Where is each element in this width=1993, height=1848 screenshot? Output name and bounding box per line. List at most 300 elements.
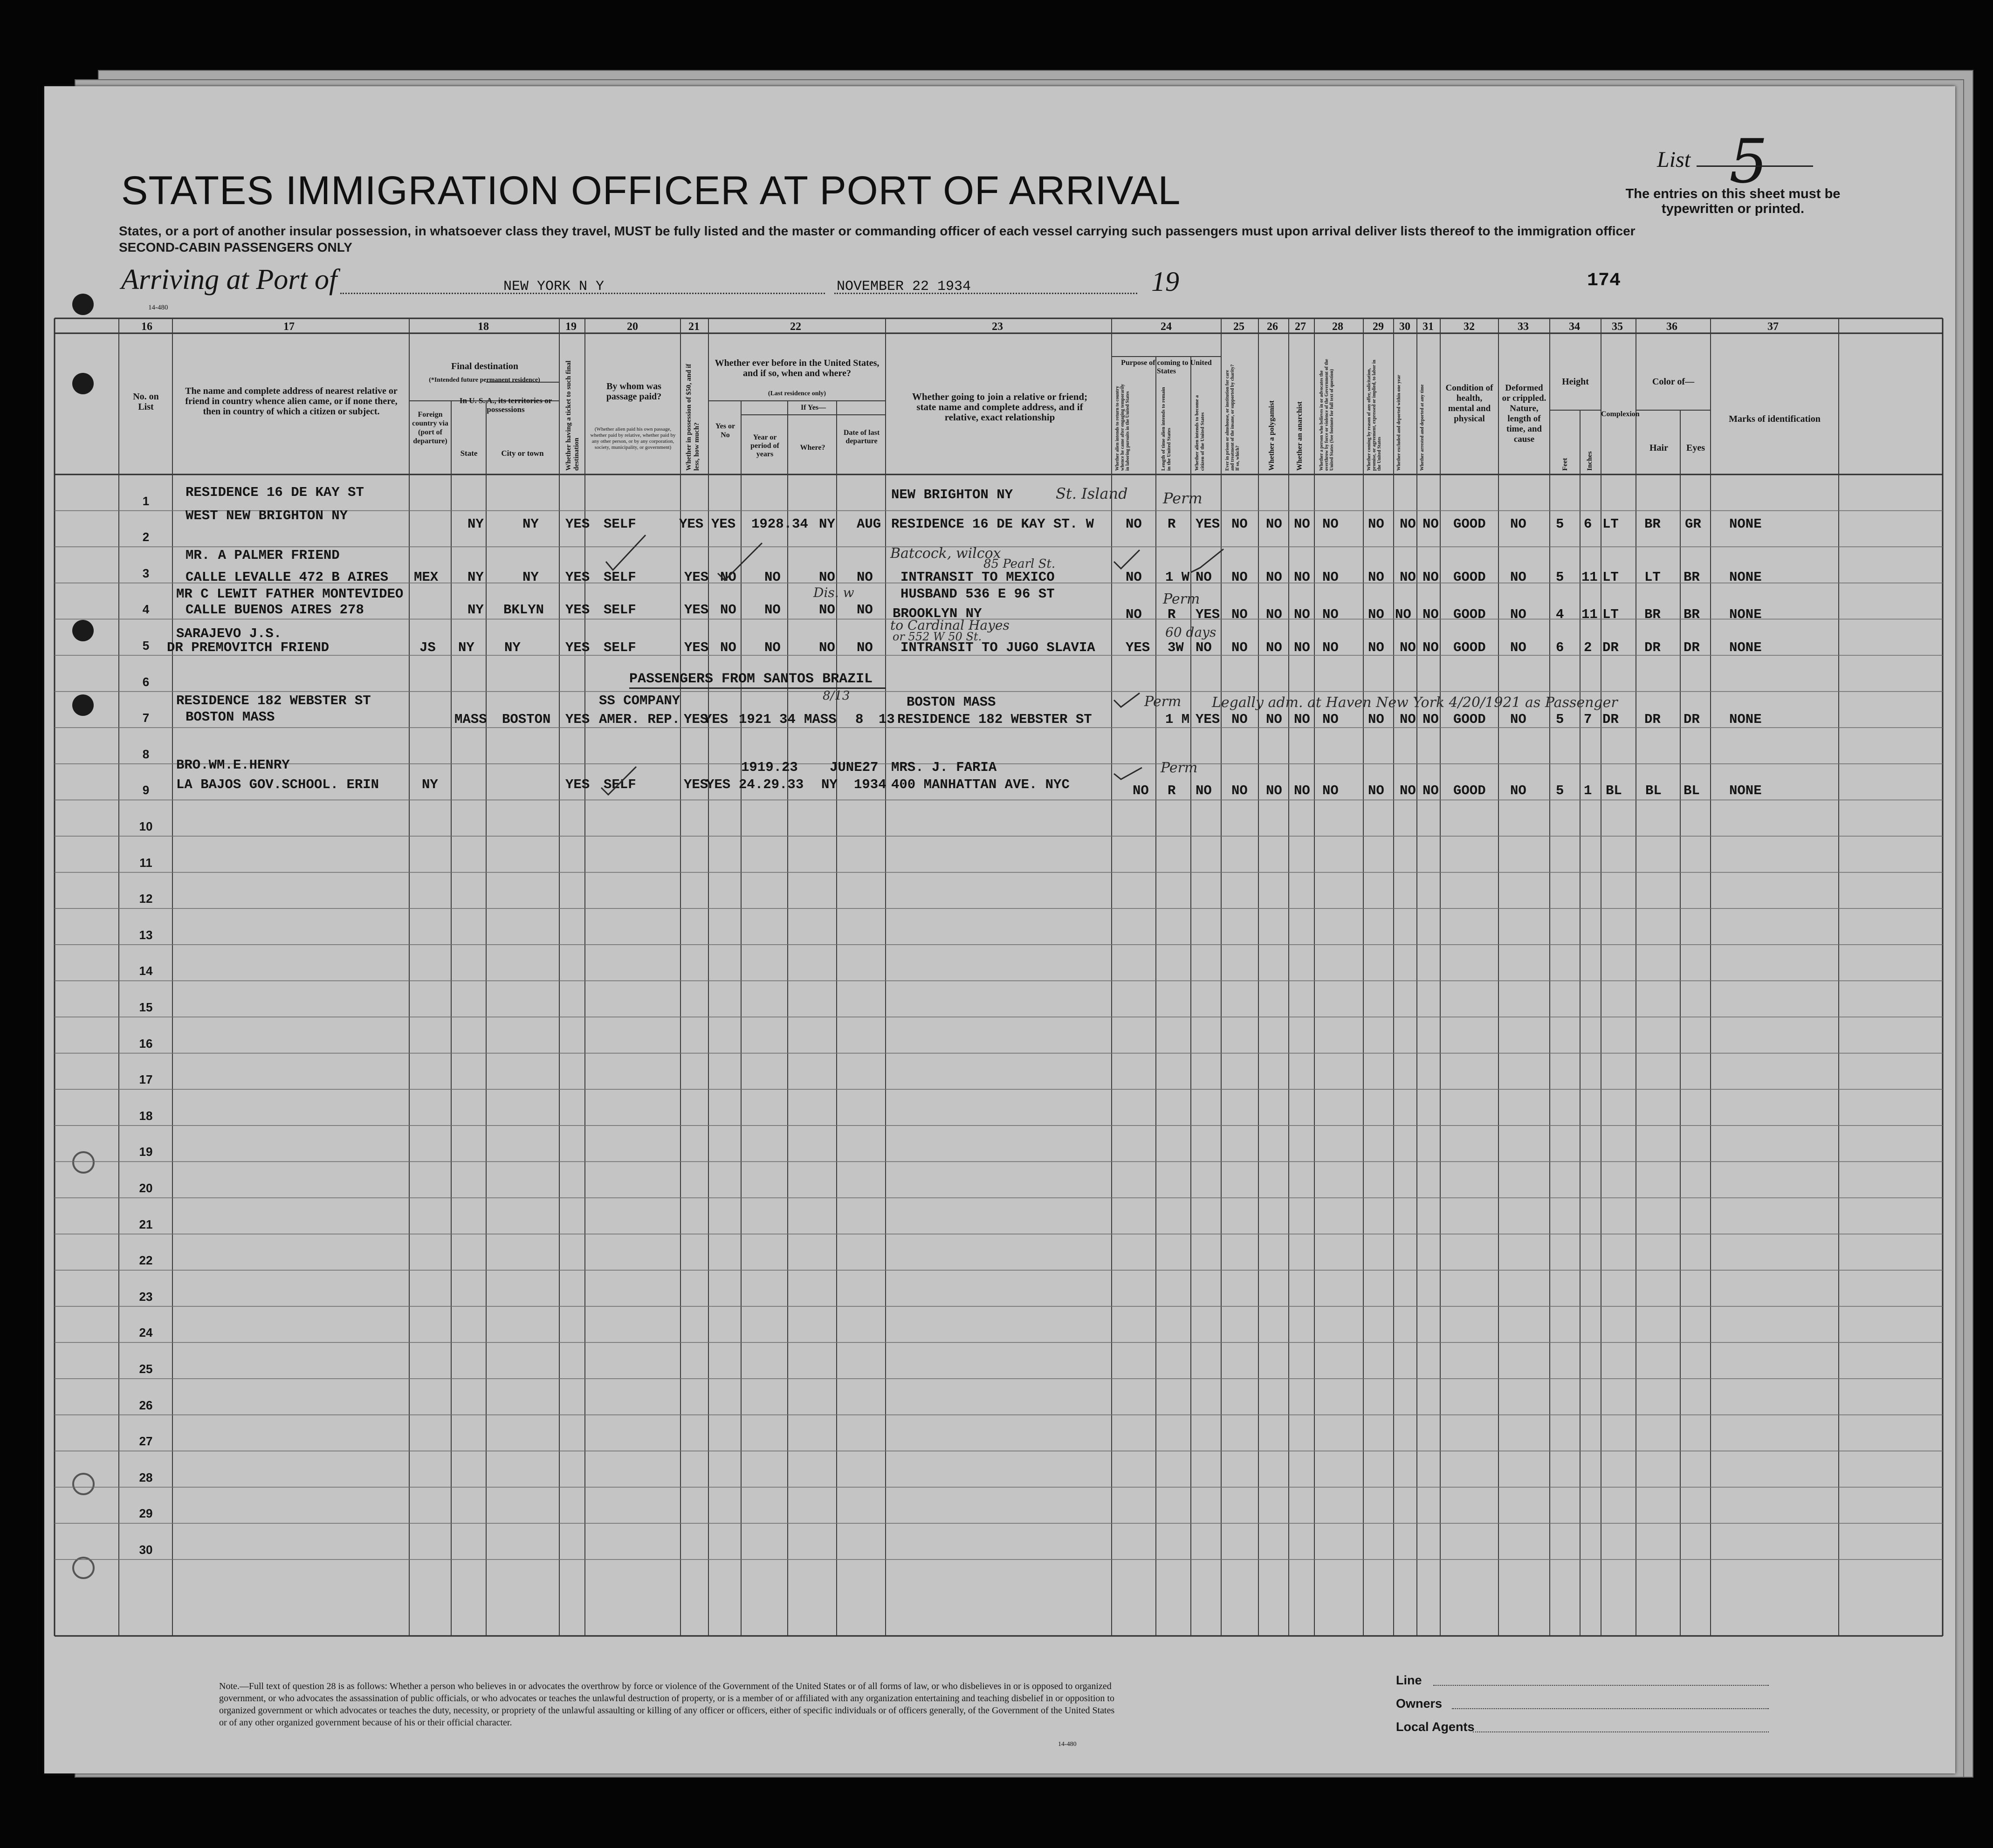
column-number: 26 (1267, 321, 1278, 333)
complexion: DR (1602, 712, 1619, 727)
row-number: 10 (139, 819, 153, 833)
header-ever-before: Whether ever before in the United States, and if so, when and where? (715, 358, 880, 378)
row-number: 23 (139, 1289, 153, 1304)
column-number: 32 (1464, 321, 1475, 333)
complexion: LT (1602, 607, 1619, 622)
header-hair: Hair (1649, 443, 1668, 453)
row-number: 26 (139, 1398, 153, 1412)
height-feet: 5 (1556, 570, 1564, 585)
deformed: NO (1510, 783, 1526, 798)
column-number: 24 (1161, 321, 1172, 333)
relative-address: WEST NEW BRIGHTON NY (186, 508, 348, 523)
passage-paid: SELF (604, 602, 636, 618)
row-number: 11 (139, 855, 152, 870)
eyes: BL (1684, 783, 1700, 798)
joining: 400 MANHATTAN AVE. NYC (891, 777, 1070, 792)
marks: NONE (1729, 640, 1762, 655)
purpose-length: 1 M (1165, 712, 1190, 727)
check-mark (1114, 768, 1142, 779)
col-28: NO (1322, 783, 1339, 798)
owners-label: Owners (1396, 1697, 1443, 1711)
destination-state: NY (458, 640, 474, 655)
col-28: NO (1322, 640, 1339, 655)
before-years: 1928.34 (751, 516, 808, 532)
column-number: 37 (1767, 321, 1779, 333)
header-usa-territories: In U. S. A., its territories or possessions (459, 396, 552, 414)
col-29: NO (1368, 607, 1384, 622)
header-anarchist: Whether an anarchist (1296, 401, 1304, 471)
before-in-us: NO (720, 602, 736, 618)
col-27: NO (1294, 570, 1310, 585)
col-29: NO (1368, 516, 1384, 532)
health: GOOD (1453, 607, 1486, 622)
joining: BOSTON MASS (907, 694, 996, 710)
hair: LT (1644, 570, 1661, 585)
last-departure: 8 (855, 712, 864, 727)
purpose-length: R (1168, 607, 1176, 622)
destination-city: BKLYN (503, 602, 544, 618)
header-yes-no: Yes or No (715, 422, 735, 439)
row-number: 29 (139, 1506, 153, 1521)
line-field (1433, 1685, 1769, 1686)
handwritten-note: Perm (1163, 489, 1203, 507)
purpose-length: R (1168, 516, 1176, 532)
header-final-destination: Final destination (451, 361, 518, 371)
complexion: DR (1602, 640, 1619, 655)
col-30: NO (1400, 712, 1416, 727)
col-26: NO (1266, 516, 1282, 532)
header-fifty-dollars: Whether in possession of $50, and if less, how much? (685, 364, 701, 471)
row-number: 3 (142, 566, 150, 580)
joining: HUSBAND 536 E 96 ST (900, 586, 1055, 602)
relative-address: RESIDENCE 182 WEBSTER ST (176, 693, 371, 708)
check-mark (1114, 550, 1140, 569)
height-inches: 11 (1581, 570, 1598, 585)
row-number: 20 (139, 1181, 153, 1195)
arrival-date: NOVEMBER 22 1934 (837, 279, 971, 295)
column-number: 29 (1373, 321, 1384, 333)
passengers-from-santos: PASSENGERS FROM SANTOS BRAZIL (629, 671, 873, 687)
row-number: 22 (139, 1253, 153, 1268)
destination-city: NY (522, 516, 539, 532)
passage-paid: SS COMPANY (599, 693, 680, 708)
col-25: NO (1231, 712, 1248, 727)
before-years: NO (764, 640, 781, 655)
foreign-country: JS (419, 640, 436, 655)
col-31: NO (1423, 640, 1439, 655)
owners-field (1452, 1708, 1769, 1709)
passage-paid: SELF (604, 516, 636, 532)
purpose-return: NO (1126, 607, 1142, 622)
row-number: 8 (142, 747, 150, 761)
purpose-return: NO (1133, 783, 1149, 798)
column-number: 23 (992, 321, 1003, 333)
sheet-number: 174 (1587, 270, 1621, 291)
before-years: 24.29.33 (739, 777, 804, 792)
col-28: NO (1322, 712, 1339, 727)
fifty-dollars: YES (684, 640, 709, 655)
header-state: State (460, 449, 478, 458)
hair: DR (1644, 640, 1661, 655)
header-city: City or town (501, 449, 544, 458)
row-number: 9 (142, 783, 150, 797)
health: GOOD (1453, 640, 1486, 655)
joining: BROOKLYN NY (893, 606, 982, 621)
purpose-citizen: YES (1196, 516, 1220, 532)
header-departure-date: Date of last departure (843, 429, 880, 445)
port-value: NEW YORK N Y (503, 279, 605, 295)
header-years: Year or period of years (750, 433, 779, 458)
before-years: 1921 34 (739, 712, 796, 727)
height-feet: 6 (1556, 640, 1564, 655)
before-where: NY (821, 777, 838, 792)
col-31: NO (1423, 783, 1439, 798)
complexion: LT (1602, 570, 1619, 585)
header-passage-paid-note: (Whether alien paid his own passage, whether paid by relative, whether paid by any other person, or by any corporation, society, municipality, or government) (590, 426, 676, 450)
typewriting-instructions: The entries on this sheet must be typewritten or printed. (1625, 186, 1841, 216)
eyes: BR (1684, 607, 1700, 622)
header-deformed: Deformed or crippled. Nature, length of time, and cause (1502, 383, 1546, 444)
check-mark (1114, 693, 1140, 707)
passage-paid: AMER. REP. (599, 712, 680, 727)
purpose-return: NO (1126, 516, 1142, 532)
purpose-citizen: NO (1196, 640, 1212, 655)
col-30: NO (1400, 570, 1416, 585)
row-number: 28 (139, 1470, 153, 1484)
before-where: NO (819, 640, 835, 655)
hair: DR (1644, 712, 1661, 727)
destination-state: NY (467, 570, 484, 585)
col-27: NO (1294, 607, 1310, 622)
header-if-yes: If Yes— (800, 404, 826, 412)
header-purpose: Purpose of coming to United States (1121, 359, 1212, 375)
form-subtitle: States, or a port of another insular possession, in whatsoever class they travel, MUST be fully listed and the master or commanding officer of each vessel carrying such passengers must upon arrival deliver lists thereof to the immigration officer (119, 224, 1636, 238)
col-31: NO (1423, 516, 1439, 532)
purpose-return: YES (1126, 640, 1150, 655)
marks: NONE (1729, 607, 1762, 622)
column-number: 17 (283, 321, 295, 333)
col-28: NO (1322, 607, 1339, 622)
purpose-return: NO (1126, 570, 1142, 585)
col-28: NO (1322, 516, 1339, 532)
height-feet: 5 (1556, 783, 1564, 798)
before-in-us: YES (706, 777, 731, 792)
header-health: Condition of health, mental and physical (1445, 383, 1493, 424)
hair: BL (1645, 783, 1662, 798)
header-arrested: Whether arrested and deported at any time (1420, 384, 1425, 471)
row-number: 4 (142, 602, 150, 617)
column-number: 20 (627, 321, 638, 333)
relative-address: CALLE LEVALLE 472 B AIRES (186, 570, 389, 585)
passage-paid: SELF (604, 777, 636, 792)
header-where: Where? (800, 444, 825, 452)
col-31: NO (1423, 570, 1439, 585)
row-number: 14 (139, 964, 153, 978)
row-number: 7 (142, 711, 150, 725)
relative-address: RESIDENCE 16 DE KAY ST (186, 485, 364, 500)
handwritten-note: Batcock, wilcox (890, 545, 1001, 562)
relative-address: CALLE BUENOS AIRES 278 (186, 602, 364, 618)
relative-address: SARAJEVO J.S. (176, 626, 282, 641)
handwritten-note: Perm (1161, 760, 1198, 776)
row-number: 13 (139, 927, 153, 942)
deformed: NO (1510, 712, 1526, 727)
column-number: 18 (478, 321, 489, 333)
line-label: Line (1396, 1673, 1422, 1687)
before-years: NO (764, 602, 781, 618)
col-26: NO (1266, 712, 1282, 727)
handwritten-note: Perm (1144, 694, 1182, 710)
joining: INTRANSIT TO JUGO SLAVIA (900, 640, 1095, 655)
fifty-dollars: YES (684, 712, 708, 727)
eyes: DR (1684, 712, 1700, 727)
list-label: List (1657, 147, 1691, 172)
row-number: 21 (139, 1217, 153, 1231)
header-purpose-citizen: Whether alien intends to become a citizen of the United States (1194, 395, 1205, 471)
purpose-length: 1 W (1165, 570, 1190, 585)
column-number: 25 (1233, 321, 1244, 333)
height-inches: 2 (1584, 640, 1592, 655)
height-inches: 1 (1584, 783, 1592, 798)
fifty-dollars: YES (684, 602, 709, 618)
check-mark (718, 543, 762, 580)
header-eyes: Eyes (1686, 443, 1705, 453)
arriving-label: Arriving at Port of (121, 264, 337, 295)
header-join-relative: Whether going to join a relative or friend; state name and complete address, and if relative, exact relationship (912, 391, 1088, 423)
col-31: NO (1423, 712, 1439, 727)
row-number: 19 (139, 1145, 153, 1159)
header-foreign-country: Foreign country via (port of departure) (412, 411, 448, 445)
deformed: NO (1510, 516, 1526, 532)
relative-address: DR PREMOVITCH FRIEND (167, 640, 330, 655)
footer-form-number: 14-480 (1058, 1741, 1077, 1748)
col-25: NO (1231, 607, 1248, 622)
row-number: 30 (139, 1543, 153, 1557)
col-27: NO (1294, 712, 1310, 727)
handwritten-note: 85 Pearl St. (983, 557, 1056, 571)
row-number: 27 (139, 1434, 153, 1449)
destination-state: MASS (454, 712, 487, 727)
list-number: 5 (1729, 126, 1768, 197)
header-purpose-return: Whether alien intends to return to country whence he came after engaging temporarily in laboring pursuits in the United States (1115, 384, 1130, 471)
header-excluded: Whether excluded and deported within one year (1396, 375, 1402, 471)
handwritten-note: 60 days (1165, 625, 1216, 640)
destination-city: NY (504, 640, 521, 655)
row-number: 5 (142, 639, 150, 653)
fifty-dollars: YES (684, 777, 708, 792)
header-list-number: No. on List (133, 392, 159, 412)
header-question-28: Whether a person who believes in or advocates the overthrow by force or violence of the Government of the United States (See footnote for full text of question) (1319, 359, 1334, 471)
handwritten-note: Perm (1163, 591, 1200, 607)
header-final-destination-note: (*Intended future permanent residence) (429, 377, 540, 384)
height-inches: 7 (1584, 712, 1592, 727)
column-number: 28 (1332, 321, 1343, 333)
col-27: NO (1294, 516, 1310, 532)
column-number: 30 (1399, 321, 1410, 333)
before-where: NO (819, 602, 835, 618)
marks: NONE (1729, 570, 1762, 585)
purpose-length: R (1168, 783, 1176, 798)
eyes: GR (1685, 516, 1701, 532)
height-feet: 5 (1556, 712, 1564, 727)
marks: NONE (1729, 516, 1762, 532)
row-number: 18 (139, 1108, 153, 1123)
col-28: NO (1322, 570, 1339, 585)
last-departure: NO (857, 640, 873, 655)
before-in-us: YES (704, 712, 728, 727)
before-where: NY (819, 516, 835, 532)
header-relative-address: The name and complete address of nearest relative or friend in country whence alien came, or if none there, then in country of which a citizen or subject. (185, 386, 398, 417)
deformed: NO (1510, 570, 1526, 585)
col-30: NO (1400, 640, 1416, 655)
header-passage-paid: By whom was passage paid? (606, 381, 662, 402)
purpose-citizen: NO (1196, 783, 1212, 798)
purpose-citizen: NO (1196, 570, 1212, 585)
destination-state: NY (467, 602, 484, 618)
passage-paid: SELF (604, 570, 636, 585)
column-number: 22 (790, 321, 801, 333)
col-27: NO (1294, 640, 1310, 655)
passage-paid: SELF (604, 640, 636, 655)
row-number: 16 (139, 1036, 153, 1051)
before-years: 1919.23 (741, 760, 798, 775)
health: GOOD (1453, 783, 1486, 798)
last-departure: NO (857, 570, 873, 585)
complexion: LT (1602, 516, 1619, 532)
handwritten-note: or 552 W 50 St. (893, 630, 982, 643)
column-number: 27 (1295, 321, 1306, 333)
form-title: STATES IMMIGRATION OFFICER AT PORT OF ARRIVAL (121, 168, 1181, 213)
last-departure: 1934 (854, 777, 887, 792)
relative-address: BRO.WM.E.HENRY (176, 757, 290, 773)
relative-address: BOSTON MASS (186, 709, 275, 725)
foreign-country: MEX (414, 570, 439, 585)
hair: BR (1644, 516, 1661, 532)
header-complexion: Complexion (1601, 410, 1640, 418)
joining: RESIDENCE 182 WEBSTER ST (897, 712, 1092, 727)
health: GOOD (1453, 570, 1486, 585)
deformed: NO (1510, 607, 1526, 622)
last-departure: NO (857, 602, 873, 618)
header-ticket: Whether having a ticket to such final destination (565, 360, 580, 471)
handwritten-note: Legally adm. at Haven New York 4/20/1921 as Passenger (1212, 694, 1618, 711)
foreign-country: NY (422, 777, 438, 792)
column-number: 21 (688, 321, 700, 333)
col-27: NO (1294, 783, 1310, 798)
ticket: YES (565, 570, 590, 585)
row-number: 6 (142, 674, 150, 689)
header-prison: Ever in prison or almshouse, or institution for care and treatment of the insane, or supported by charity? If so, which? (1225, 364, 1240, 471)
row-number: 1 (142, 494, 150, 508)
joining: RESIDENCE 16 DE KAY ST. W (891, 516, 1094, 532)
last-departure: JUNE27 (830, 760, 879, 775)
form-number: 14-480 (148, 304, 168, 311)
height-feet: 5 (1556, 516, 1564, 532)
col-26: NO (1266, 783, 1282, 798)
col-29: NO (1368, 640, 1384, 655)
before-years: NO (764, 570, 781, 585)
purpose-citizen: YES (1196, 712, 1220, 727)
handwritten-note: Dis. w (813, 585, 854, 600)
joining: MRS. J. FARIA (891, 760, 997, 775)
height-feet: 4 (1556, 607, 1564, 622)
eyes: DR (1684, 640, 1700, 655)
joining: INTRANSIT TO MEXICO (900, 570, 1055, 585)
column-number: 34 (1569, 321, 1580, 333)
header-height: Height (1562, 377, 1589, 387)
header-last-residence: (Last residence only) (768, 390, 826, 397)
hair: BR (1644, 607, 1661, 622)
fifty-dollars: YES (679, 516, 704, 532)
before-where: NO (819, 570, 835, 585)
local-agents-field (1473, 1731, 1769, 1732)
before-where: MASS (804, 712, 837, 727)
relative-address: LA BAJOS GOV.SCHOOL. ERIN (176, 777, 379, 792)
health: GOOD (1453, 712, 1486, 727)
row-number: 17 (139, 1072, 153, 1087)
header-purpose-length: Length of time alien intends to remain in the United States (1161, 387, 1172, 471)
col-25: NO (1231, 516, 1248, 532)
col-25: NO (1231, 783, 1248, 798)
ticket: YES (565, 712, 590, 727)
column-number: 33 (1518, 321, 1529, 333)
check-mark (1191, 549, 1223, 572)
ticket: YES (565, 777, 590, 792)
last-departure: AUG (857, 516, 881, 532)
col-26: NO (1266, 640, 1282, 655)
relative-address: MR C LEWIT FATHER MONTEVIDEO (176, 586, 404, 602)
col-26: NO (1266, 607, 1282, 622)
fifty-dollars: YES (684, 570, 709, 585)
health: GOOD (1453, 516, 1486, 532)
deformed: NO (1510, 640, 1526, 655)
header-marks: Marks of identification (1729, 414, 1821, 424)
column-number: 19 (565, 321, 577, 333)
column-number: 16 (141, 321, 152, 333)
column-number: 36 (1666, 321, 1677, 333)
height-inches: 6 (1584, 516, 1592, 532)
column-number: 31 (1423, 321, 1434, 333)
row-number: 12 (139, 892, 153, 906)
header-polygamist: Whether a polygamist (1268, 400, 1276, 471)
local-agents-label: Local Agents (1396, 1720, 1475, 1734)
col-26: NO (1266, 570, 1282, 585)
check-mark (606, 535, 646, 570)
last-departure: 8/13 (823, 689, 850, 703)
handwritten-note: to Cardinal Hayes (890, 618, 1010, 633)
col-30: NO (1400, 516, 1416, 532)
form-class: SECOND-CABIN PASSENGERS ONLY (119, 240, 352, 254)
destination-state: NY (467, 516, 484, 532)
height-inches: 11 (1581, 607, 1598, 622)
before-in-us: YES (711, 516, 736, 532)
before-in-us: NO (720, 570, 736, 585)
header-inches: Inches (1586, 451, 1594, 471)
destination-city: NY (522, 570, 539, 585)
relative-address: MR. A PALMER FRIEND (186, 548, 340, 563)
check-mark (601, 767, 636, 795)
col-29: NO (1368, 570, 1384, 585)
col-30: NO (1400, 783, 1416, 798)
col-30: NO (1395, 607, 1411, 622)
last-departure: 13 (879, 712, 895, 727)
header-labor-offer: Whether coming by reason of any offer, solicitation, promise, or agreement, expressed or implied, to labor in the United States (1367, 359, 1382, 471)
col-29: NO (1368, 783, 1384, 798)
col-31: NO (1423, 607, 1439, 622)
ticket: YES (565, 516, 590, 532)
complexion: BL (1606, 783, 1622, 798)
footnote-question-28: Note.—Full text of question 28 is as follows: Whether a person who believes in or advocates the overthrow by force or violence of the Government of the United States or of all forms of law, or who disbelieves in or is opposed to organized government, or who advocates the assassination of public officials, or who advocates or teaches the unlawful destruction of property, or is a member of or affiliated with any organization entertaining and teaching disbelief in or opposition to organized government or which advocates or teaches the duty, necessity, or propriety of the unlawful assaulting or killing of any officer or officers, either of specific individuals or of officers generally, of the Government of the United States or of any other organized government because of his or their official character. (219, 1681, 1115, 1728)
